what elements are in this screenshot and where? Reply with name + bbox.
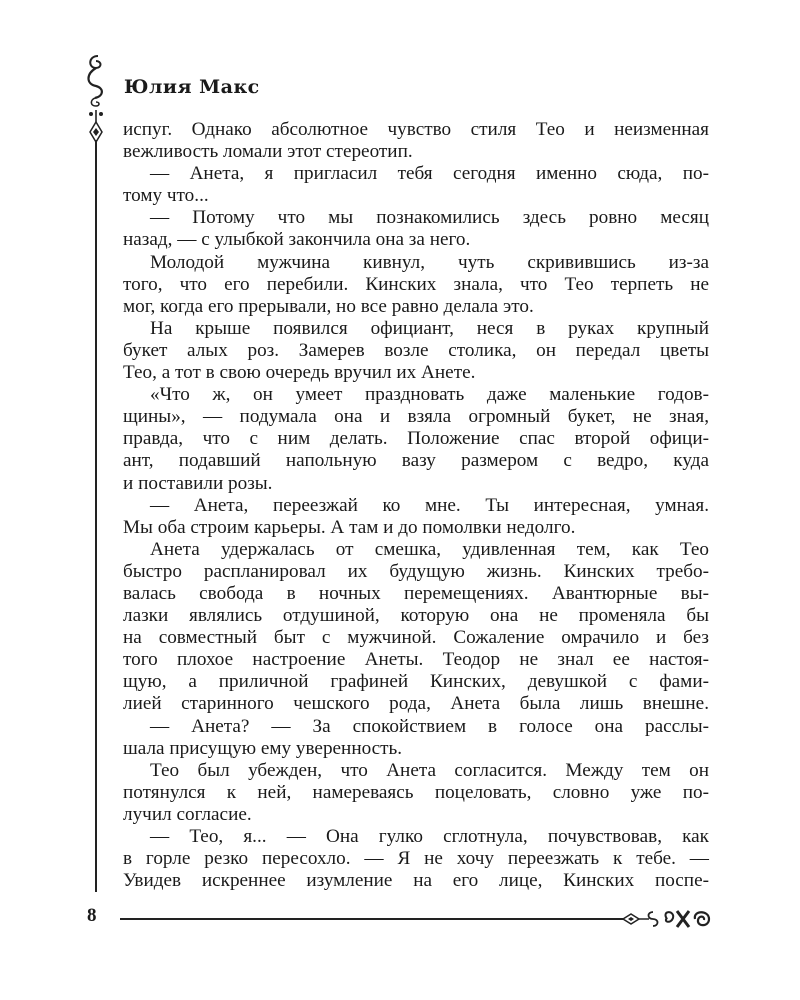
ornament-top-icon bbox=[82, 52, 110, 147]
body-text bbox=[123, 119, 709, 892]
text-line: лазки являлись отдушиной, которую она не променяла бы bbox=[123, 605, 709, 627]
text-line: шала присущую ему уверенность. bbox=[123, 737, 403, 759]
ornament-footer-icon bbox=[605, 906, 715, 932]
text-line: букет алых роз. Замерев возле столика, он передал цветы bbox=[123, 339, 709, 361]
text-line: в горле резко пересохло. — Я не хочу переезжать к тебе. — bbox=[123, 848, 709, 870]
text-line: лией старинного чешского рода, Анета была лишь внешне. bbox=[123, 693, 709, 715]
text-line: тому что... bbox=[123, 185, 209, 207]
text-line: щую, а приличной графиней Кинских, девушкой с фами- bbox=[123, 671, 709, 693]
text-line: потянулся к ней, намереваясь поцеловать, словно уже по- bbox=[123, 781, 709, 803]
text-line: быстро распланировал их будущую жизнь. Кинских требо- bbox=[123, 560, 709, 582]
text-line: — Анета, переезжай ко мне. Ты интересная, умная. bbox=[150, 494, 709, 516]
text-line: ант, подавший напольную вазу размером с ведро, куда bbox=[123, 450, 709, 472]
text-line: на совместный быт с мужчиной. Сожаление омрачило и без bbox=[123, 627, 709, 649]
text-line: Увидев искреннее изумление на его лице, Кинских поспе- bbox=[123, 870, 709, 892]
text-line: — Потому что мы познакомились здесь ровно месяц bbox=[150, 207, 709, 229]
text-line: назад, — с улыбкой закончила она за него. bbox=[123, 229, 471, 251]
text-line: — Анета, я пригласил тебя сегодня именно сюда, по- bbox=[150, 163, 709, 185]
text-line: мог, когда его прерывали, но все равно делала это. bbox=[123, 295, 534, 317]
text-line: Молодой мужчина кивнул, чуть скривившись из-за bbox=[150, 251, 709, 273]
text-line: валась свобода в ночных перемещениях. Авантюрные вы- bbox=[123, 582, 709, 604]
text-line: правда, что с ним делать. Положение спас второй офици- bbox=[123, 428, 709, 450]
text-line: щины», — подумала она и взяла огромный букет, не зная, bbox=[123, 406, 709, 428]
text-line: — Анета? — За спокойствием в голосе она расслы- bbox=[150, 715, 709, 737]
text-line: — Тео, я... — Она гулко сглотнула, почувствовав, как bbox=[150, 826, 709, 847]
running-header-author: Юлия Макс bbox=[124, 76, 260, 98]
text-line: Мы оба строим карьеры. А там и до помолвки недолго. bbox=[123, 516, 576, 538]
text-line: Тео, а тот в свою очередь вручил их Анете. bbox=[123, 362, 476, 384]
text-line: лучил согласие. bbox=[123, 803, 252, 825]
text-line: Тео был убежден, что Анета согласится. Между тем он bbox=[150, 759, 709, 781]
text-line: и поставили розы. bbox=[123, 472, 273, 494]
text-line: Анета удержалась от смешка, удивленная тем, как Тео bbox=[150, 538, 709, 560]
margin-rule bbox=[95, 140, 97, 892]
text-line: «Что ж, он умеет праздновать даже маленькие годов- bbox=[150, 384, 709, 406]
text-line: того, что его перебили. Кинских знала, что Тео терпеть не bbox=[123, 273, 709, 295]
text-line: вежливость ломали этот стереотип. bbox=[123, 141, 413, 163]
text-line: того плохое настроение Анеты. Теодор не знал ее настоя- bbox=[123, 649, 709, 671]
text-line: На крыше появился официант, неся в руках крупный bbox=[150, 317, 709, 339]
page-number: 8 bbox=[87, 905, 97, 926]
text-line: испуг. Однако абсолютное чувство стиля Тео и неизменная bbox=[123, 119, 709, 140]
footer-rule bbox=[120, 918, 610, 920]
